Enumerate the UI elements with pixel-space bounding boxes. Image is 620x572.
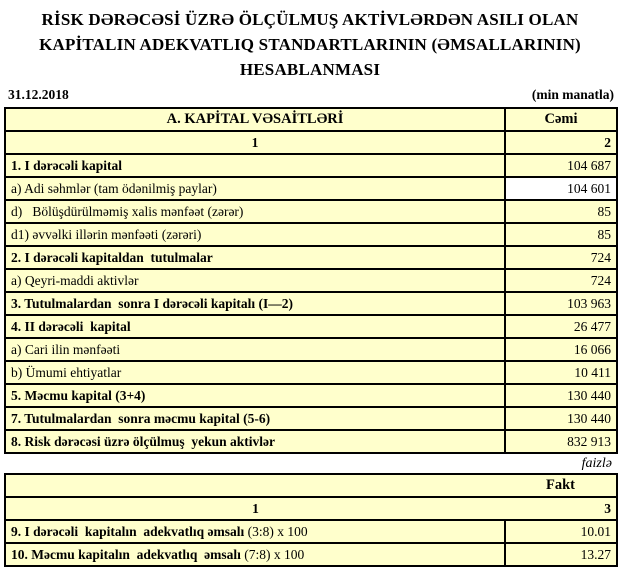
table-row bbox=[5, 223, 617, 246]
table-row bbox=[5, 200, 617, 223]
table1-section-header: A. KAPİTAL VƏSAİTLƏRİ bbox=[5, 108, 505, 131]
table1-colnum-row bbox=[5, 131, 617, 154]
row-label: d1) əvvəlki illərin mənfəəti (zərəri) bbox=[5, 223, 505, 246]
row-label: 10. Məcmu kapitalın adekvatlıq əmsalı (7:8) x 100 bbox=[5, 543, 505, 566]
row-value: 130 440 bbox=[505, 384, 617, 407]
row-value: 13.27 bbox=[505, 543, 617, 566]
capital-funds-table bbox=[4, 107, 618, 454]
row-label: 9. I dərəcəli kapitalın adekvatlıq əmsalı (3:8) x 100 bbox=[5, 520, 505, 543]
table-row bbox=[5, 315, 617, 338]
row-label: 2. I dərəcəli kapitaldan tutulmalar bbox=[5, 246, 505, 269]
row-value: 10 411 bbox=[505, 361, 617, 384]
row-value: 104 601 bbox=[505, 177, 617, 200]
document-title bbox=[0, 0, 620, 82]
report-date: 31.12.2018 bbox=[8, 87, 69, 102]
row-label: b) Ümumi ehtiyatlar bbox=[5, 361, 505, 384]
table2-colnum-row bbox=[5, 497, 617, 520]
table-row bbox=[5, 520, 617, 543]
table-row bbox=[5, 338, 617, 361]
row-label-suffix: (3:8) x 100 bbox=[244, 523, 308, 539]
unit-note: (min manatla) bbox=[531, 87, 614, 102]
row-value: 724 bbox=[505, 269, 617, 292]
table-row bbox=[5, 269, 617, 292]
table1-total-header: Cəmi bbox=[505, 108, 617, 131]
table2-col-number-right: 3 bbox=[505, 497, 617, 520]
table1-header-row bbox=[5, 108, 617, 131]
row-value: 26 477 bbox=[505, 315, 617, 338]
table2-blank-header bbox=[5, 474, 505, 497]
table-row bbox=[5, 154, 617, 177]
adequacy-ratios-table bbox=[4, 473, 618, 567]
row-label: 4. II dərəcəli kapital bbox=[5, 315, 505, 338]
row-value: 832 913 bbox=[505, 430, 617, 453]
title-line-1: RİSK DƏRƏCƏSİ ÜZRƏ ÖLÇÜLMUŞ AKTİVLƏRDƏN ASILI OLAN bbox=[41, 10, 579, 29]
row-label: 8. Risk dərəcəsi üzrə ölçülmuş yekun aktivlər bbox=[5, 430, 505, 453]
row-label: 7. Tutulmalardan sonra məcmu kapital (5-6) bbox=[5, 407, 505, 430]
title-line-2: KAPİTALIN ADEKVATLIQ STANDARTLARININ (ƏMSALLARININ) bbox=[39, 35, 581, 54]
row-value: 16 066 bbox=[505, 338, 617, 361]
row-value: 10.01 bbox=[505, 520, 617, 543]
table-row bbox=[5, 430, 617, 453]
row-value: 130 440 bbox=[505, 407, 617, 430]
row-label: a) Adi səhmlər (tam ödənilmiş paylar) bbox=[5, 177, 505, 200]
table-row bbox=[5, 292, 617, 315]
row-label: a) Cari ilin mənfəəti bbox=[5, 338, 505, 361]
table-row bbox=[5, 384, 617, 407]
table-row bbox=[5, 246, 617, 269]
row-label: d) Bölüşdürülməmiş xalis mənfəət (zərər) bbox=[5, 200, 505, 223]
table-row bbox=[5, 177, 617, 200]
row-label-suffix: (7:8) x 100 bbox=[240, 546, 305, 562]
title-line-3: HESABLANMASI bbox=[239, 60, 381, 79]
table2-body bbox=[5, 520, 617, 566]
row-label: 5. Məcmu kapital (3+4) bbox=[5, 384, 505, 407]
table1-col-number-left: 1 bbox=[5, 131, 505, 154]
table1-col-number-right: 2 bbox=[505, 131, 617, 154]
row-value: 85 bbox=[505, 200, 617, 223]
row-label: a) Qeyri-maddi aktivlər bbox=[5, 269, 505, 292]
row-label: 1. I dərəcəli kapital bbox=[5, 154, 505, 177]
table-row bbox=[5, 543, 617, 566]
row-label: 3. Tutulmalardan sonra I dərəcəli kapitalı (I—2) bbox=[5, 292, 505, 315]
row-value: 103 963 bbox=[505, 292, 617, 315]
row-value: 724 bbox=[505, 246, 617, 269]
table2-col-number-left: 1 bbox=[5, 497, 505, 520]
table-row bbox=[5, 407, 617, 430]
table2-fact-header: Fakt bbox=[505, 474, 617, 497]
table-row bbox=[5, 361, 617, 384]
percent-note: faizlə bbox=[581, 456, 612, 471]
meta-row bbox=[8, 85, 614, 103]
table1-body bbox=[5, 154, 617, 453]
row-value: 85 bbox=[505, 223, 617, 246]
table2-header-row bbox=[5, 474, 617, 497]
row-value: 104 687 bbox=[505, 154, 617, 177]
